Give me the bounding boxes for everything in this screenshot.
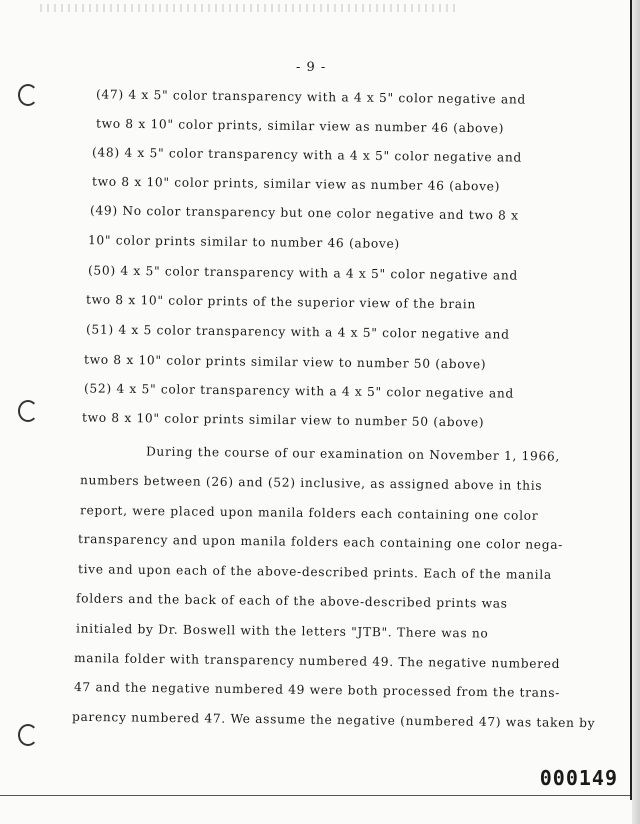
binder-hole-icon xyxy=(18,84,38,106)
text-line: During the course of our examination on November 1, 1966, xyxy=(145,444,561,464)
page-right-edge xyxy=(630,0,632,800)
text-line: two 8 x 10" color prints of the superior view of the brain xyxy=(85,292,477,312)
binder-hole-icon xyxy=(18,724,38,746)
text-line: (51) 4 x 5 color transparency with a 4 x 5" color negative and xyxy=(85,322,510,342)
text-line: two 8 x 10" color prints similar view to number 50 (above) xyxy=(81,410,485,430)
text-line: manila folder with transparency numbered 49. The negative numbered xyxy=(73,651,561,671)
text-line: folders and the back of each of the above-described prints was xyxy=(75,591,508,611)
text-line: report, were placed upon manila folders each containing one color xyxy=(79,503,539,523)
text-line: parency numbered 47. We assume the negative (numbered 47) was taken by xyxy=(71,709,596,731)
page-shadow xyxy=(632,0,640,824)
scan-noise xyxy=(40,4,460,12)
text-line: (49) No color transparency but one color negative and two 8 x xyxy=(89,203,519,223)
text-line: 47 and the negative numbered 49 were both processed from the trans- xyxy=(73,680,561,700)
text-line: initialed by Dr. Boswell with the letters "JTB". There was no xyxy=(75,621,489,641)
page-number: - 9 - xyxy=(296,60,327,75)
text-line: two 8 x 10" color prints similar view to number 50 (above) xyxy=(83,352,487,372)
page-bottom-edge xyxy=(0,795,630,796)
text-line: two 8 x 10" color prints, similar view as number 46 (above) xyxy=(95,116,505,136)
document-id-stamp: 000149 xyxy=(539,766,618,790)
text-line: two 8 x 10" color prints, similar view as number 46 (above) xyxy=(91,174,501,194)
text-line: 10" color prints similar to number 46 (above) xyxy=(87,233,401,251)
text-line: (48) 4 x 5" color transparency with a 4 x 5" color negative and xyxy=(91,145,523,165)
text-line: (47) 4 x 5" color transparency with a 4 x 5" color negative and xyxy=(95,87,527,107)
text-line: (52) 4 x 5" color transparency with a 4 x 5" color negative and xyxy=(83,381,515,401)
text-line: (50) 4 x 5" color transparency with a 4 x 5" color negative and xyxy=(87,263,519,283)
text-line: transparency and upon manila folders each containing one color nega- xyxy=(77,532,564,552)
binder-hole-icon xyxy=(18,400,38,422)
text-line: tive and upon each of the above-described prints. Each of the manila xyxy=(77,562,552,582)
text-line: numbers between (26) and (52) inclusive, as assigned above in this xyxy=(79,473,543,493)
